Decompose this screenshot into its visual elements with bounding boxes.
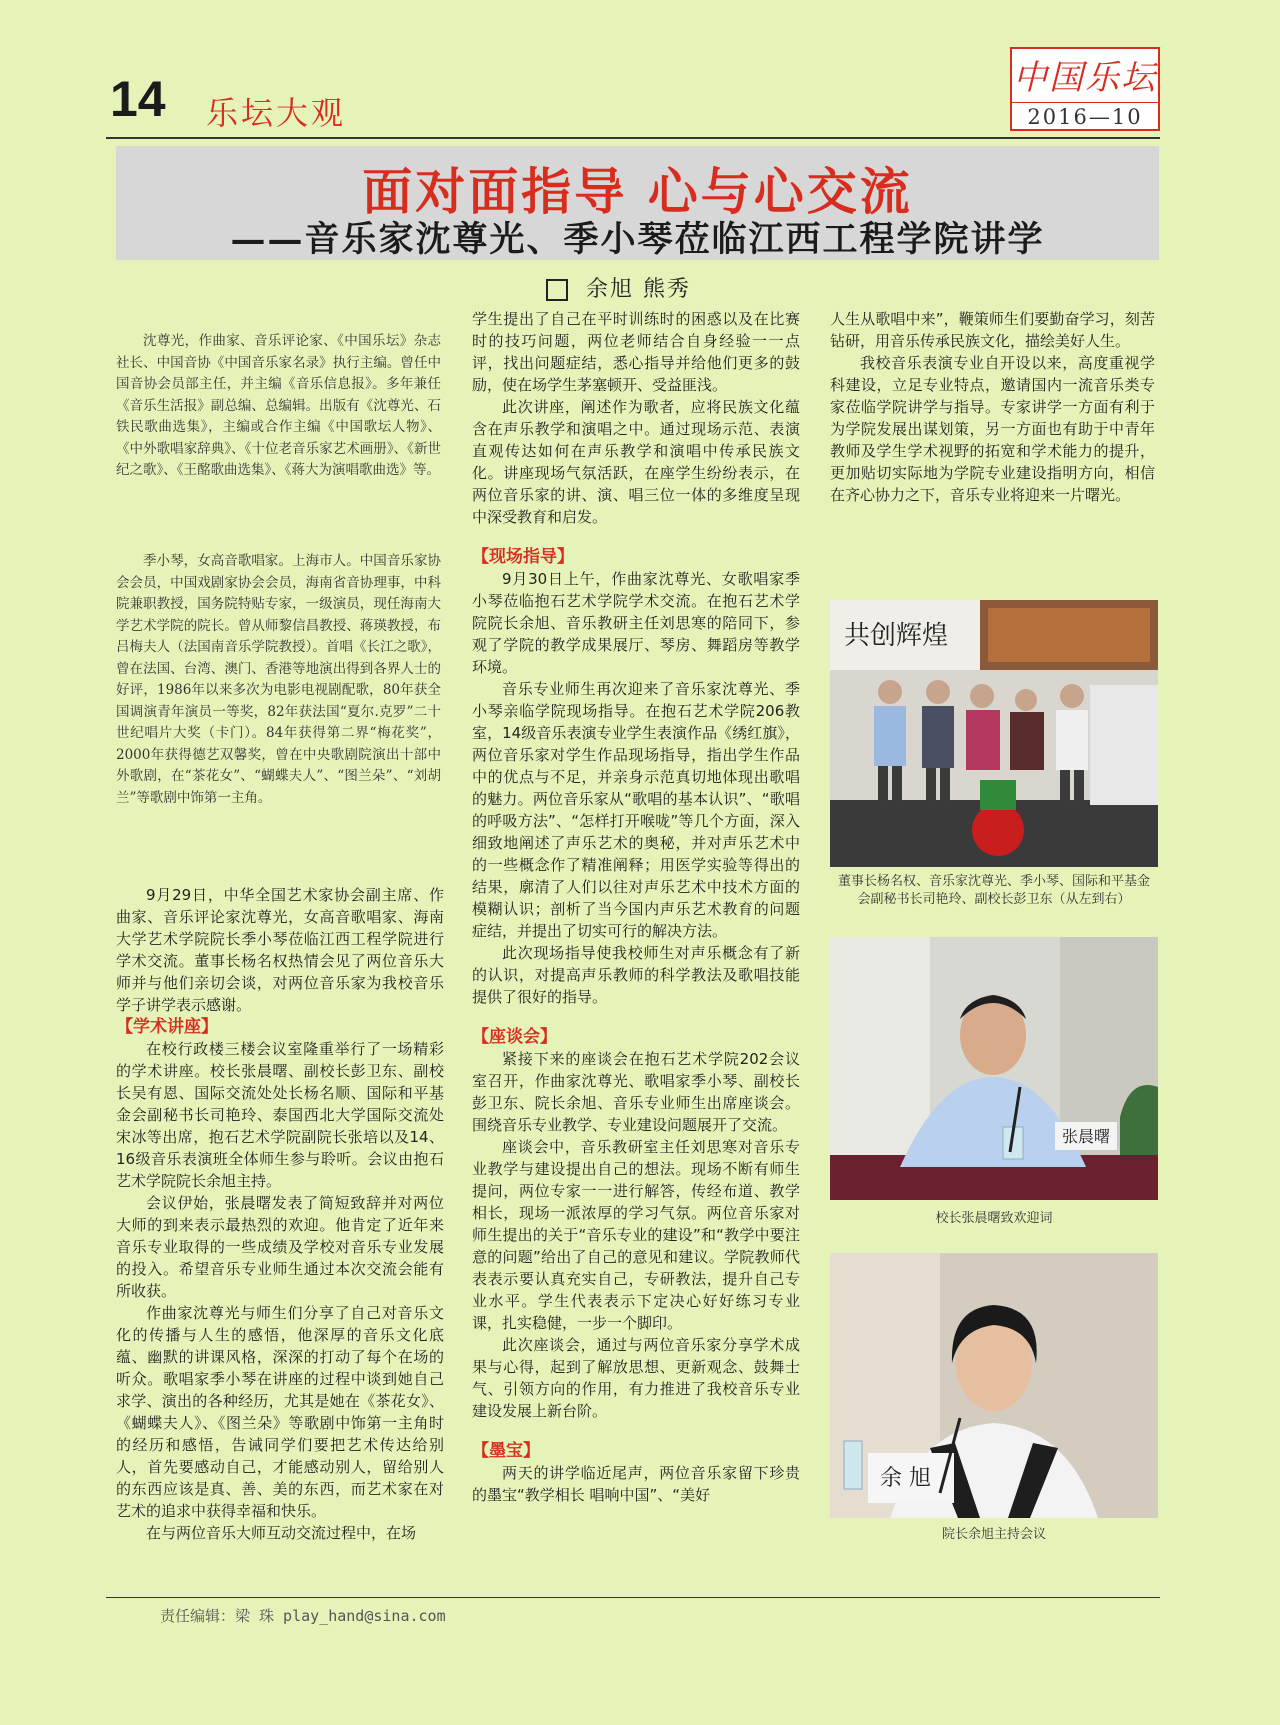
dean-nameplate: 余 旭 [880,1466,931,1491]
section-heading-guidance: 【现场指导】 [472,547,574,567]
section-heading-lecture: 【学术讲座】 [116,1017,218,1037]
article-subtitle: ——音乐家沈尊光、季小琴莅临江西工程学院讲学 [230,219,1045,260]
heading-text: 现场指导 [489,547,557,567]
footer-divider [106,1597,1160,1598]
paragraph: 会议伊始，张晨曙发表了简短致辞并对两位大师的到来表示最热烈的欢迎。他肯定了近年来音乐专业取得的一些成绩及学校对音乐专业发展的投入。希望音乐专业师生通过本次交流会能有所收获。 [116,1194,444,1300]
paragraph: 9月29日，中华全国艺术家协会副主席、作曲家、音乐评论家沈尊光，女高音歌唱家、海南大学艺术学院院长季小琴莅临江西工程学院进行学术交流。董事长杨名权热情会见了两位音乐大师并与他们亲切会谈，对两位音乐家为我校音乐学子讲学表示感谢。 [116,886,444,1014]
president-photo [830,937,1158,1200]
magazine-logo-text: 中国乐坛 [1013,58,1157,98]
paragraph: 此次现场指导使我校师生对声乐概念有了新的认识，对提高声乐教师的科学教法及歌唱技能提供了很好的指导。 [472,944,800,1006]
paragraph: 在校行政楼三楼会议室隆重举行了一场精彩的学术讲座。校长张晨曙、副校长彭卫东、副校长吴有恩、国际交流处处长杨名顺、国际和平基金会副秘书长司艳玲、泰国西北大学国际交流处宋冰等出席，抱石艺术学院副院长张培以及14、16级音乐表演班全体师生参与聆听。会议由抱石艺术学院院长余旭主持。 [116,1040,444,1190]
paragraph: 紧接下来的座谈会在抱石艺术学院202会议室召开，作曲家沈尊光、歌唱家季小琴、副校长彭卫东、院长余旭、音乐专业师生出席座谈会。围绕音乐专业教学、专业建设问题展开了交流。 [472,1050,800,1134]
group-photo [830,600,1158,867]
paragraph: 作曲家沈尊光与师生们分享了自己对音乐文化的传播与人生的感悟，他深厚的音乐文化底蕴、幽默的讲课风格，深深的打动了每个在场的听众。歌唱家季小琴在讲座的过程中谈到她自己求学、演出的各种经历，尤其是她在《茶花女》、《蝴蝶夫人》、《图兰朵》等歌剧中饰第一主角时的经历和感悟，告诫同学们要把艺术传达给别人，首先要感动自己，才能感动别人，留给别人的东西应该是真、善、美的东西，而艺术家在对艺术的追求中获得幸福和快乐。 [116,1304,444,1520]
paragraph: 音乐专业师生再次迎来了音乐家沈尊光、季小琴亲临学院现场指导。在抱石艺术学院206教室，14级音乐表演专业学生表演作品《绣红旗》，两位音乐家对学生作品现场指导，指出学生作品中的优点与不足，并亲身示范真切地体现出歌唱的魅力。两位音乐家从“歌唱的基本认识”、“歌唱的呼吸方法”、“怎样打开喉咙”等几个方面，深入细致地阐述了声乐艺术的奥秘，并对声乐艺术中的一些概念作了精准阐释；用医学实验等得出的结果，廓清了人们以往对声乐艺术中技术方面的模糊认识；剖析了当今国内声乐艺术教育的问题症结，并提出了切实可行的解决方法。 [472,680,800,940]
header-divider [106,137,1160,139]
paragraph: 9月30日上午，作曲家沈尊光、女歌唱家季小琴莅临抱石艺术学院学术交流。在抱石艺术学院院长余旭、音乐教研主任刘思寒的陪同下，参观了学院的教学成果展厅、琴房、舞蹈房等教学环境。 [472,570,800,676]
column-3 [830,308,1155,506]
dean-photo [830,1253,1158,1518]
article-authors: 余旭 熊秀 [586,277,691,302]
page-number: 14 [110,71,166,127]
author-square-icon [546,279,568,301]
paragraph: 此次讲座，阐述作为歌者，应将民族文化蕴含在声乐教学和演唱之中。通过现场示范、表演直观传达如何在声乐教学和演唱中传承民族文化。讲座现场气氛活跃，在座学生纷纷表示，在两位音乐家的讲、演、唱三位一体的多维度呈现中深受教育和启发。 [472,398,800,526]
section-heading-calligraphy: 【墨宝】 [472,1441,540,1461]
paragraph: 此次座谈会，通过与两位音乐家分享学术成果与心得，起到了解放思想、更新观念、鼓舞士气、引领方向的作用，有力推进了我校音乐专业建设发展上新台阶。 [472,1336,800,1420]
paragraph: 学生提出了自己在平时训练时的困惑以及在比赛时的技巧问题，两位老师结合自身经验一一点评，找出问题症结，悉心指导并给他们更多的鼓励，使在场学生茅塞顿开、受益匪浅。 [472,310,800,394]
column-2 [472,308,800,1506]
article-title: 面对面指导 心与心交流 [362,162,913,221]
section-title: 乐坛大观 [206,94,347,132]
paragraph: 我校音乐表演专业自开设以来，高度重视学科建设，立足专业特点，邀请国内一流音乐类专家莅临学院讲学与指导。专家讲学一方面有利于为学院发展出谋划策，另一方面也有助于中青年教师及学生学术视野的拓宽和学术能力的提升，更加贴切实际地为学院专业建设指明方向，相信在齐心协力之下，音乐专业将迎来一片曙光。 [830,354,1155,504]
paragraph: 在与两位音乐大师互动交流过程中，在场 [146,1524,417,1542]
bio-shen [116,331,441,482]
dean-photo-caption: 院长余旭主持会议 [941,1527,1046,1542]
bio-ji-text: 季小琴，女高音歌唱家。上海市人。中国音乐家协会会员，中国戏剧家协会会员，海南省音协理事，中科院兼职教授，国务院特贴专家，一级演员，现任海南大学艺术学院的院长。曾从师黎信昌教授、蒋瑛教授，布吕梅夫人（法国南音乐学院教授）。首唱《长江之歌》，曾在法国、台湾、澳门、香港等地演出得到各界人士的好评，1986年以来多次为电影电视剧配歌，80年获全国调演青年演员一等奖，82年获法国“夏尔.克罗”二十世纪唱片大奖（卡门）。84年获得第二界“梅花奖”，2000年获得德艺双馨奖，曾在中央歌剧院演出十部中外歌剧，在“茶花女”、“蝴蝶夫人”、“图兰朵”、“刘胡兰”等歌剧中饰第一主角。 [116,553,441,806]
footer-editor: 责任编辑：梁 珠 play_hand@sina.com [160,1607,446,1625]
president-nameplate: 张晨曙 [1062,1127,1111,1146]
bio-shen-text: 沈尊光，作曲家、音乐评论家、《中国乐坛》杂志社长、中国音协《中国音乐家名录》执行主编。曾任中国音协会员部主任，并主编《音乐信息报》。多年兼任《音乐生活报》副总编、总编辑。出版有《沈尊光、石铁民歌曲选集》，主编或合作主编《中国歌坛人物》、《中外歌唱家辞典》、《十位老音乐家艺术画册》、《新世纪之歌》、《王酩歌曲选集》、《蒋大为演唱歌曲选》等。 [116,333,441,478]
heading-text: 墨宝 [489,1441,523,1461]
heading-text: 学术讲座 [133,1017,201,1037]
photo-banner-text: 共创辉煌 [844,621,949,651]
paragraph: 座谈会中，音乐教研室主任刘思寒对音乐专业教学与建设提出自己的想法。现场不断有师生提问，两位专家一一进行解答，传经布道、教学相长，现场一派浓厚的学习气氛。两位音乐家对师生提出的关于“音乐专业的建设”和“教学中要注意的问题”给出了自己的意见和建议。学院教师代表表示要认真充实自己，专研教法，提升自己专业水平。学生代表表示下定决心好好练习专业课，扎实稳健，一步一个脚印。 [472,1138,800,1332]
issue-date: 2016—10 [1012,102,1158,129]
section-heading-forum: 【座谈会】 [472,1027,557,1047]
column-1 [116,884,444,1544]
president-photo-caption: 校长张晨曙致欢迎词 [935,1211,1053,1226]
paragraph: 两天的讲学临近尾声，两位音乐家留下珍贵的墨宝“教学相长 唱响中国”、“美好 [472,1464,800,1504]
group-photo-caption: 董事长杨名权、音乐家沈尊光、季小琴、国际和平基金会副秘书长司艳玲、副校长彭卫东（从左到右） [838,874,1151,907]
heading-text: 座谈会 [489,1027,540,1047]
paragraph: 人生从歌唱中来”，鞭策师生们要勤奋学习，刻苦钻研，用音乐传承民族文化，描绘美好人生。 [830,310,1155,350]
bio-ji [116,551,441,809]
